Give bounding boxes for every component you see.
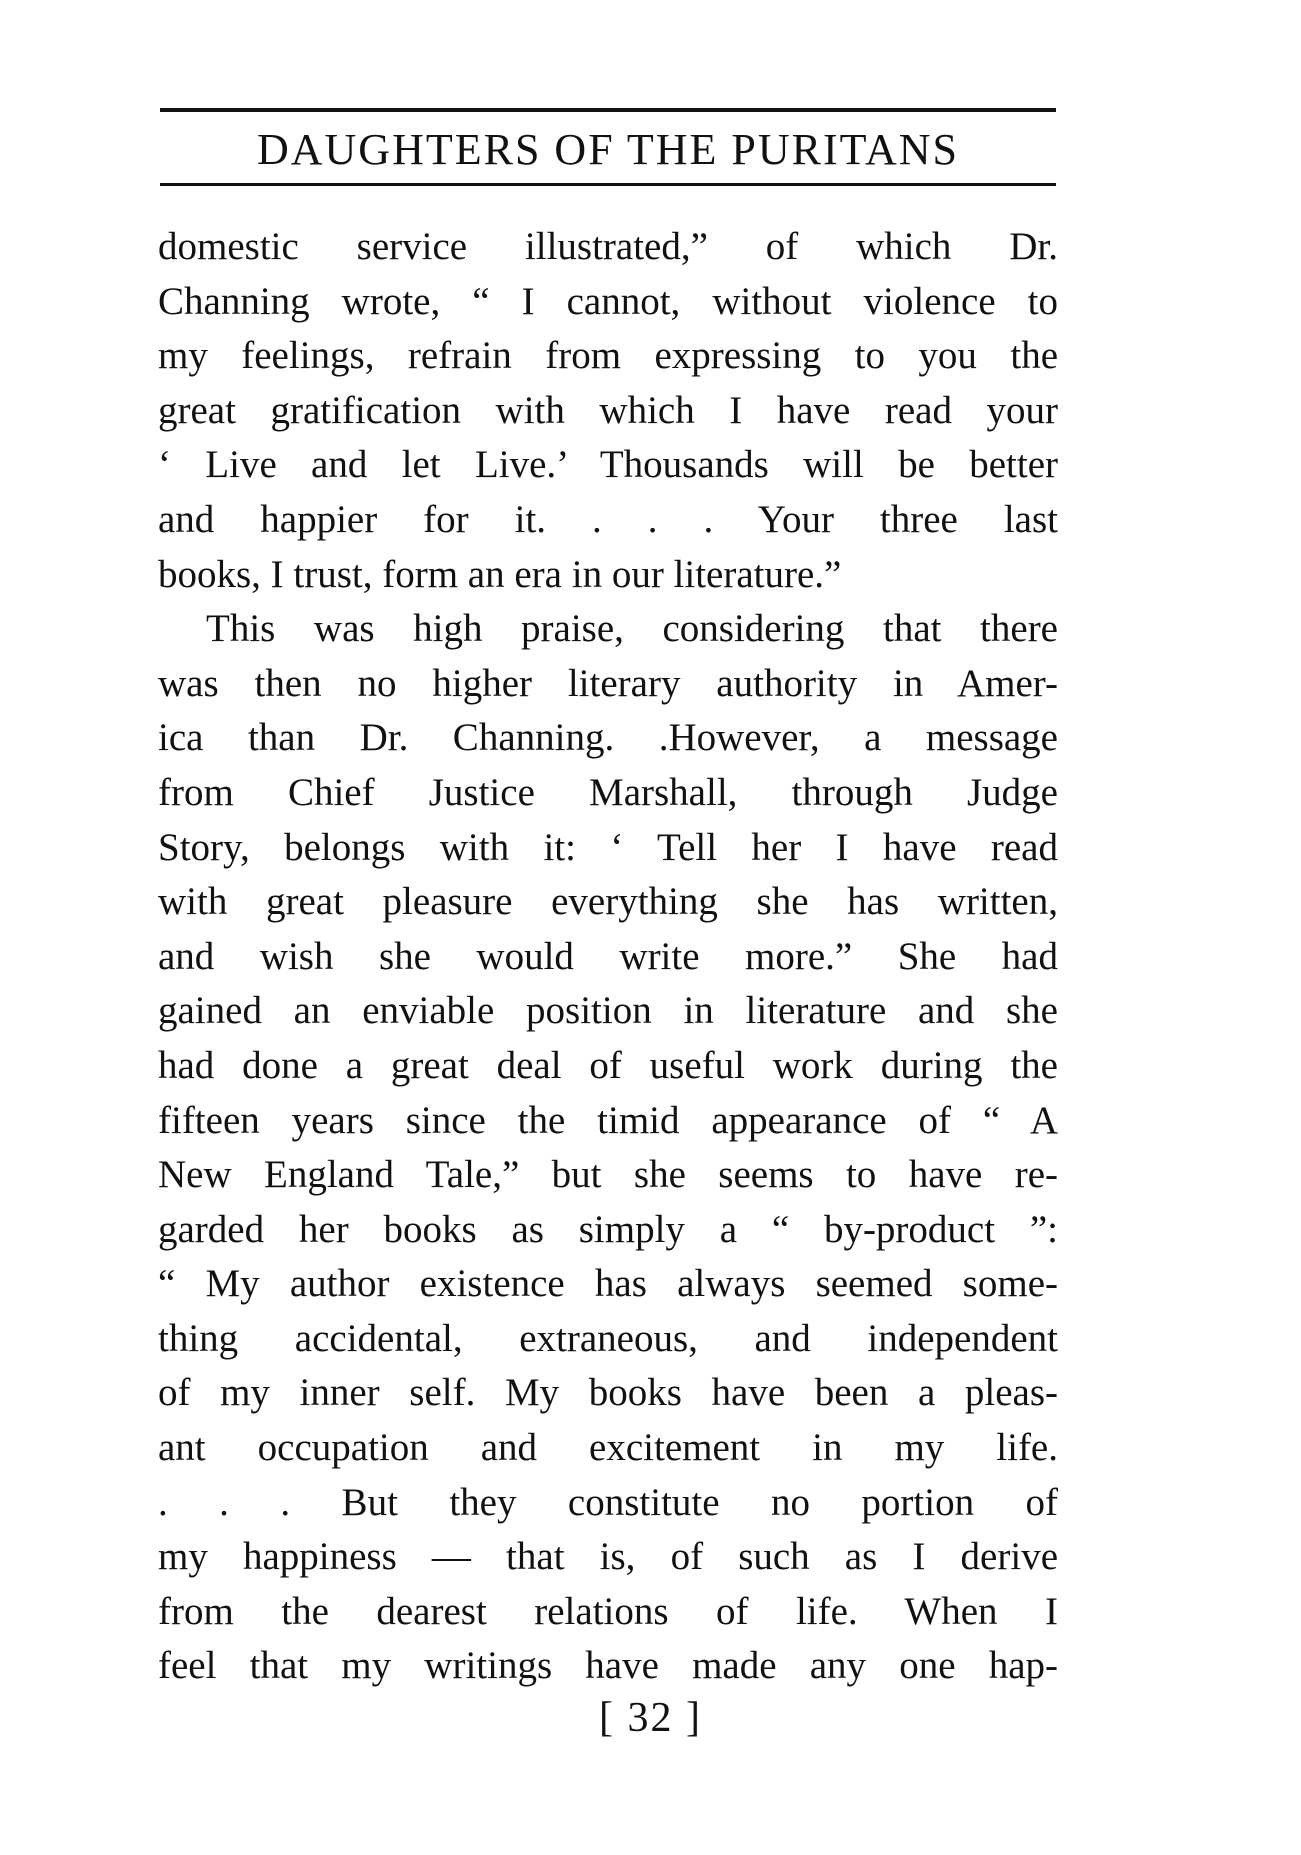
text-line: gained an enviable position in literature and she bbox=[158, 989, 1058, 1033]
header-rule-bottom bbox=[160, 183, 1056, 186]
text-line: my feelings, refrain from expressing to you the bbox=[158, 334, 1058, 378]
text-line: had done a great deal of useful work during the bbox=[158, 1043, 1058, 1087]
text-line: ica than Dr. Channing. .However, a message bbox=[158, 716, 1058, 760]
text-line: “ My author existence has always seemed some- bbox=[158, 1262, 1058, 1306]
text-line: my happiness — that is, of such as I derive bbox=[158, 1535, 1058, 1579]
text-line: fifteen years since the timid appearance of “ A bbox=[158, 1098, 1058, 1142]
text-line: New England Tale,” but she seems to have re- bbox=[158, 1153, 1058, 1197]
text-line: was then no higher literary authority in Amer- bbox=[158, 661, 1058, 705]
body-text bbox=[158, 220, 1058, 1694]
text-line: from the dearest relations of life. When I bbox=[158, 1589, 1058, 1633]
text-line: domestic service illustrated,” of which Dr. bbox=[158, 225, 1058, 268]
paragraph-start-line: This was high praise, considering that there bbox=[206, 607, 1058, 651]
paragraph-end-line: books, I trust, form an era in our literature.” bbox=[158, 552, 842, 596]
running-head: DAUGHTERS OF THE PURITANS bbox=[256, 125, 960, 174]
text-line: . . . But they constitute no portion of bbox=[158, 1480, 1058, 1524]
text-line: of my inner self. My books have been a pleas- bbox=[158, 1371, 1058, 1415]
text-line: garded her books as simply a “ by-product ”: bbox=[158, 1207, 1058, 1251]
text-line: ‘ Live and let Live.’ Thousands will be better bbox=[158, 443, 1058, 487]
text-line: Story, belongs with it: ‘ Tell her I have read bbox=[158, 825, 1058, 869]
header-rule-top bbox=[160, 108, 1056, 112]
text-line: and wish she would write more.” She had bbox=[158, 934, 1058, 978]
text-line: ant occupation and excitement in my life. bbox=[158, 1426, 1058, 1470]
text-line: Channing wrote, “ I cannot, without violence to bbox=[158, 279, 1058, 323]
text-line: great gratification with which I have read your bbox=[158, 388, 1058, 432]
text-line: thing accidental, extraneous, and independent bbox=[158, 1316, 1058, 1360]
text-line: feel that my writings have made any one hap- bbox=[158, 1644, 1058, 1688]
text-line: and happier for it. . . . Your three last bbox=[158, 497, 1058, 541]
text-line: from Chief Justice Marshall, through Judge bbox=[158, 770, 1058, 814]
text-line: with great pleasure everything she has written, bbox=[158, 880, 1058, 924]
page-number: [ 32 ] bbox=[599, 1695, 702, 1741]
